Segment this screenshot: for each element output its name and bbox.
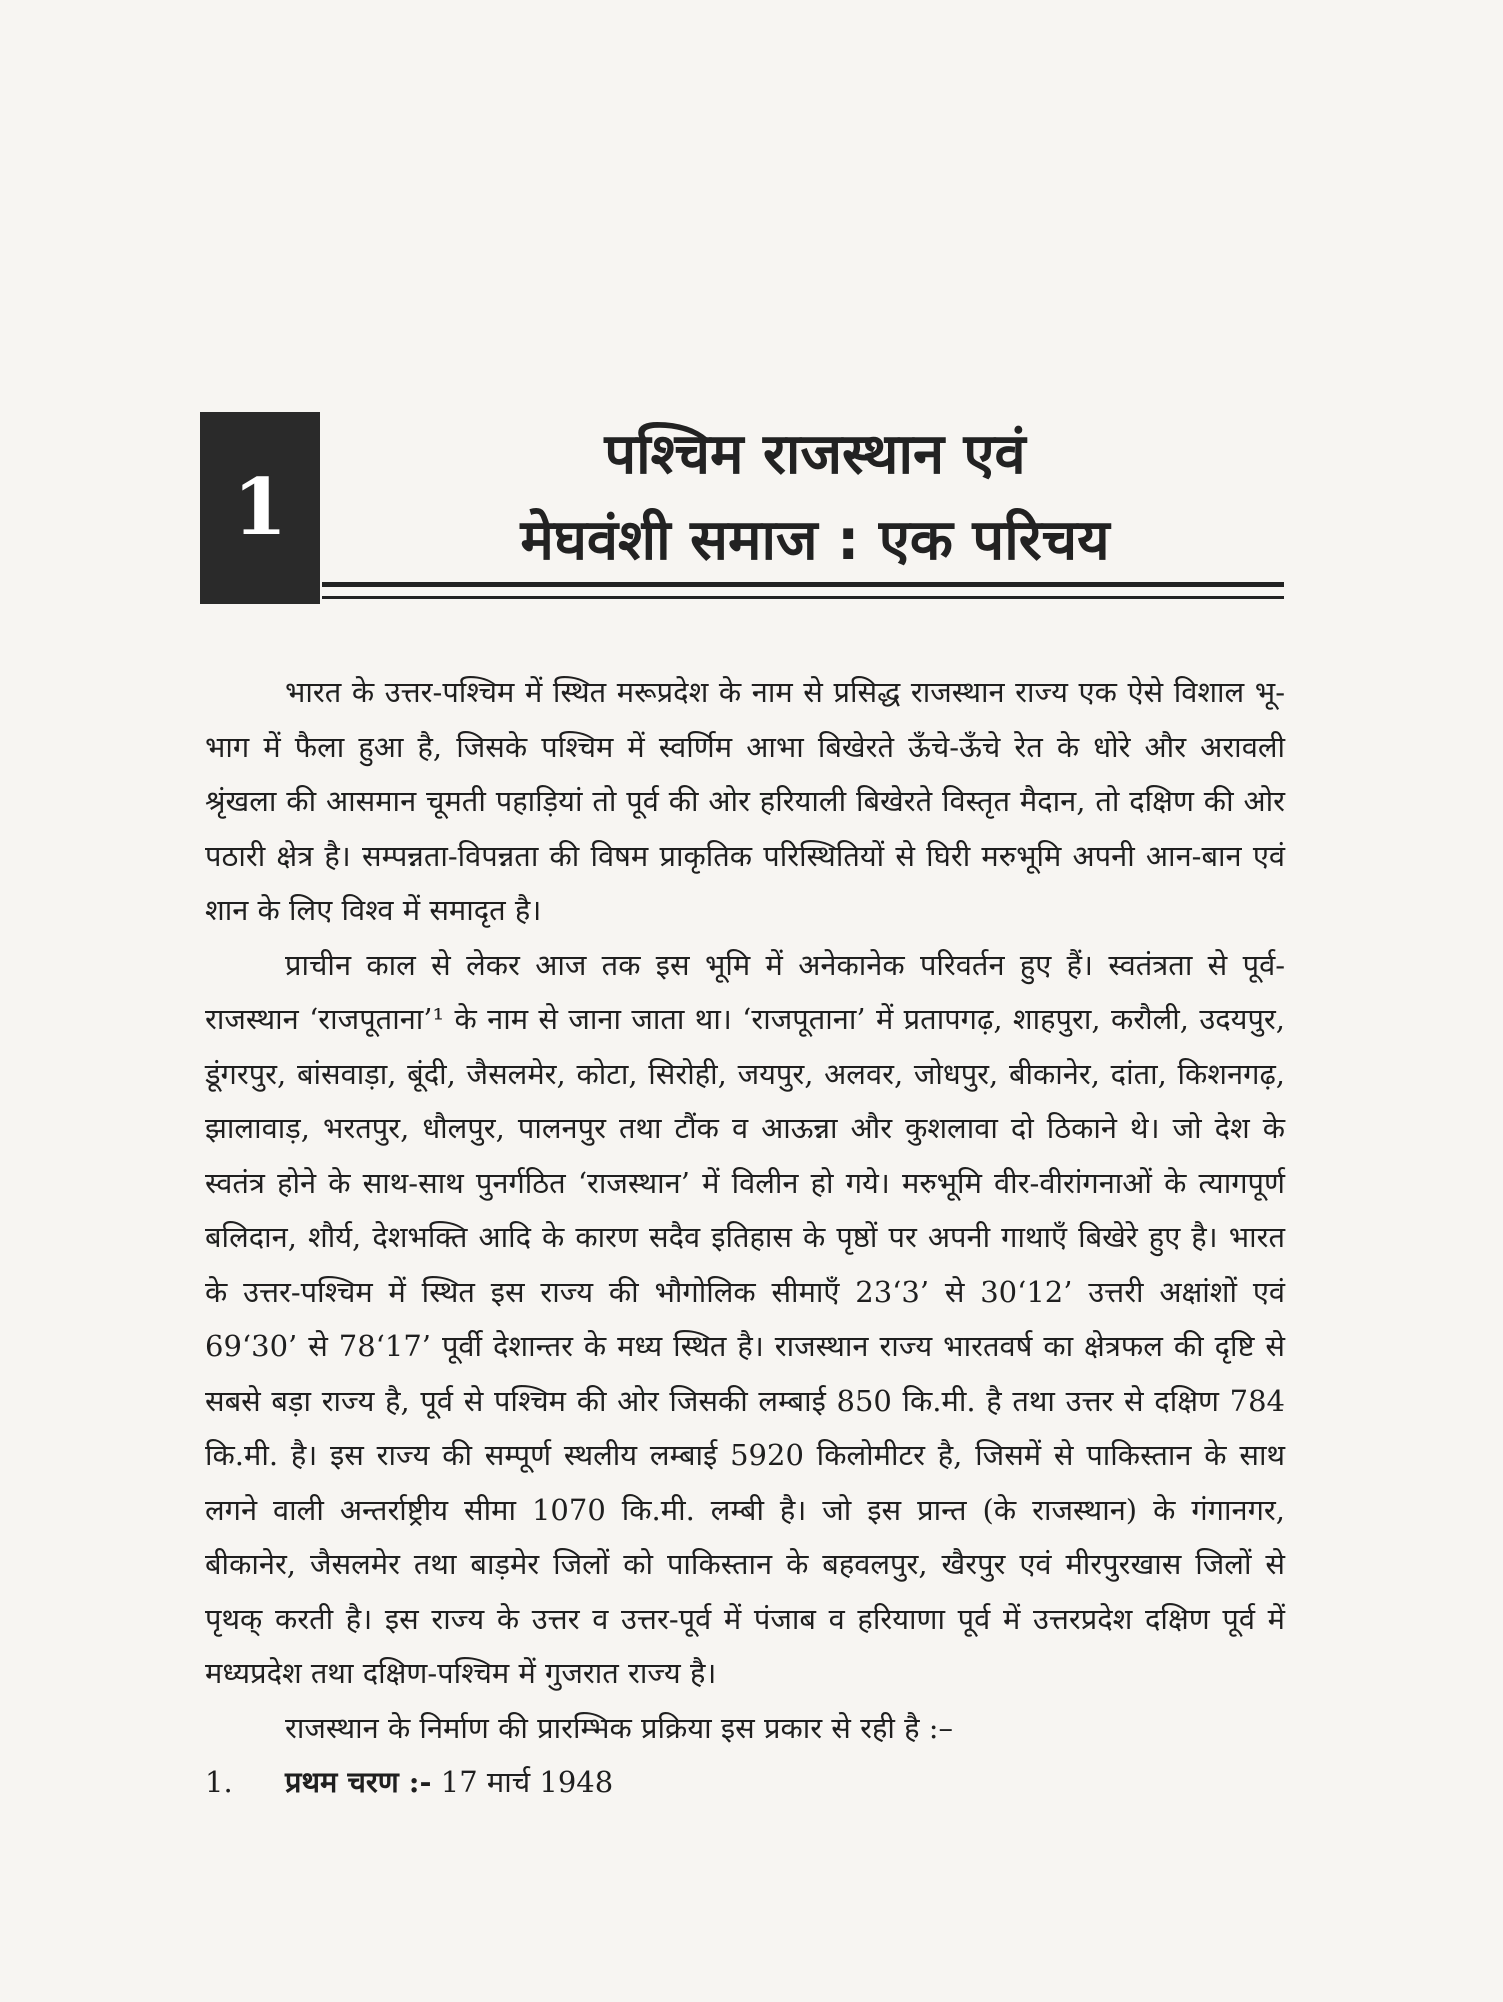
paragraph-2: प्राचीन काल से लेकर आज तक इस भूमि में अनेकानेक परिवर्तन हुए हैं। स्वतंत्रता से पूर्व- राजस्थान ‘राजपूताना’¹ के नाम से जाना जाता था। ‘राजपूताना’ में प्रतापगढ़, शाहपुरा, करौली, उदयपुर, डूंगरपुर, बांसवाड़ा, बूंदी, जैसलमेर, कोटा, सिरोही, जयपुर, अलवर, जोधपुर, बीकानेर, दांता, किशनगढ़, झालावाड़, भरतपुर, धौलपुर, पालनपुर तथा टौंक व आऊन्ना और कुशलावा दो ठिकाने थे। जो देश के स्वतंत्र होने के साथ-साथ पुनर्गठित ‘राजस्थान’ में विलीन हो गये। मरुभूमि वीर-वीरांगनाओं के त्यागपूर्ण बलिदान, शौर्य, देशभक्ति आदि के कारण सदैव इतिहास के पृष्ठों पर अपनी गाथाएँ बिखेरे हुए है। भारत के उत्तर-पश्चिम में स्थित इस राज्य की भौगोलिक सीमाएँ 23‘3’ से 30‘12’ उत्तरी अक्षांशों एवं 69‘30’ से 78‘17’ पूर्वी देशान्तर के मध्य स्थित है। राजस्थान राज्य भारतवर्ष का क्षेत्रफल की दृष्टि से सबसे बड़ा राज्य है, पूर्व से पश्चिम की ओर जिसकी लम्बाई 850 कि.मी. है तथा उत्तर से दक्षिण 784 कि.मी. है। इस राज्य की सम्पूर्ण स्थलीय लम्बाई 5920 किलोमीटर है, जिसमें से पाकिस्तान के साथ लगने वाली अन्तर्राष्ट्रीय सीमा 1070 कि.मी. लम्बी है। जो इस प्रान्त (के राजस्थान) के गंगानगर, बीकानेर, जैसलमेर तथा बाड़मेर जिलों को पाकिस्तान के बहवलपुर, खैरपुर एवं मीरपुरखास जिलों से पृथक् करती है। इस राज्य के उत्तर व उत्तर-पूर्व में पंजाब व हरियाणा पूर्व में उत्तरप्रदेश दक्षिण पूर्व में मध्यप्रदेश तथा दक्षिण-पश्चिम में गुजरात राज्य है। [205,947,1285,1690]
list-item-number: 1. [205,1765,233,1799]
list-item [205,1755,1285,1810]
chapter-number-block [200,412,320,604]
list-item-value: 17 मार्च 1948 [440,1765,614,1799]
chapter-body [205,665,1285,1810]
title-divider-thin [322,596,1284,599]
paragraph-1: भारत के उत्तर-पश्चिम में स्थित मरूप्रदेश के नाम से प्रसिद्ध राजस्थान राज्य एक ऐसे विशाल भू-भाग में फैला हुआ है, जिसके पश्चिम में स्वर्णिम आभा बिखेरते ऊँचे-ऊँचे रेत के धोरे और अरावली श्रृंखला की आसमान चूमती पहाड़ियां तो पूर्व की ओर हरियाली बिखेरते विस्तृत मैदान, तो दक्षिण की ओर पठारी क्षेत्र है। सम्पन्नता-विपन्नता की विषम प्राकृतिक परिस्थितियों से घिरी मरुभूमि अपनी आन-बान एवं शान के लिए विश्व में समादृत है। [205,675,1285,927]
title-divider-thick [322,582,1284,587]
list-item-label: प्रथम चरण :- [285,1765,432,1799]
paragraph-3: राजस्थान के निर्माण की प्रारम्भिक प्रक्रिया इस प्रकार से रही है :– [285,1710,954,1745]
chapter-title-line-2: मेघवंशी समाज : एक परिचय [520,508,1110,573]
chapter-number: 1 [232,462,288,553]
chapter-title-line-1: पश्चिम राजस्थान एवं [604,422,1026,487]
chapter-title [340,412,1290,584]
